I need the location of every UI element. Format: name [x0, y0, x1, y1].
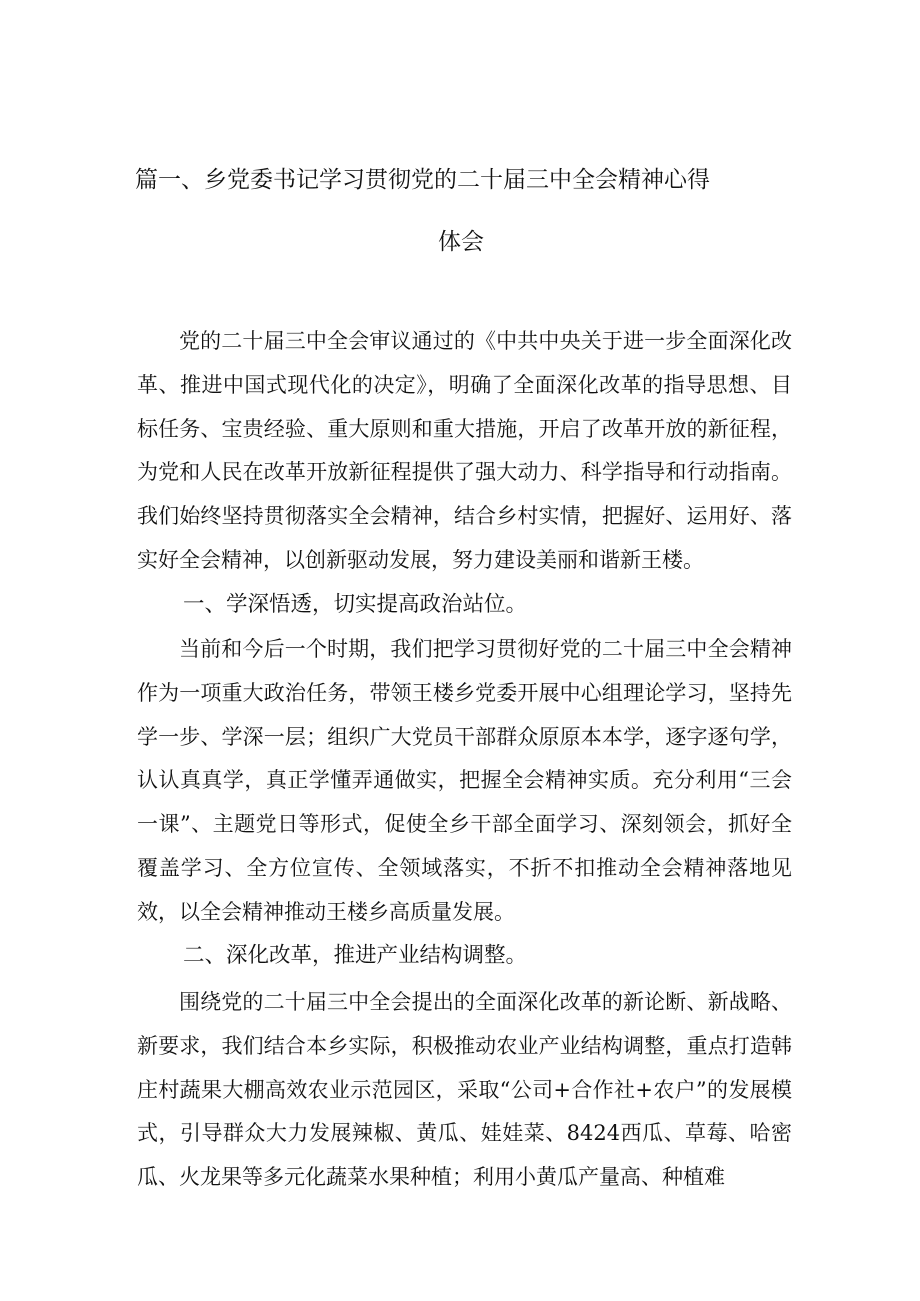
paragraph-section-1: 当前和今后一个时期，我们把学习贯彻好党的二十届三中全会精神作为一项重大政治任务，带领王楼乡党委开展中心组理论学习，坚持先学一步、学深一层；组织广大党员干部群众原原本本学，逐字逐句学，认认真真学，真正学懂弄通做实，把握全会精神实质。充分利用“三会一课”、主题党日等形式，促使全乡干部全面学习、深刻领会，抓好全覆盖学习、全方位宣传、全领域落实，不折不扣推动全会精神落地见效，以全会精神推动王楼乡高质量发展。 [137, 637, 792, 924]
document-title-line2: 体会 [438, 229, 484, 255]
section-heading-1: 一、学深悟透，切实提高政治站位。 [183, 592, 528, 617]
paragraph-intro: 党的二十届三中全会审议通过的《中共中央关于进一步全面深化改革、推进中国式现代化的决定》，明确了全面深化改革的指导思想、目标任务、宝贵经验、重大原则和重大措施，开启了改革开放的新征程，为党和人民在改革开放新征程提供了强大动力、科学指导和行动指南。我们始终坚持贯彻落实全会精神，结合乡村实情，把握好、运用好、落实好全会精神，以创新驱动发展，努力建设美丽和谐新王楼。 [137, 329, 792, 572]
paragraph-section-2: 围绕党的二十届三中全会提出的全面深化改革的新论断、新战略、新要求，我们结合本乡实际，积极推动农业产业结构调整，重点打造韩庄村蔬果大棚高效农业示范园区，采取“公司+合作社+农户”的发展模式，引导群众大力发展辣椒、黄瓜、娃娃菜、8424西瓜、草莓、哈密瓜、火龙果等多元化蔬菜水果种植；利用小黄瓜产量高、种植难 [137, 990, 792, 1190]
document-title-line1: 篇一、乡党委书记学习贯彻党的二十届三中全会精神心得 [135, 167, 710, 193]
section-heading-2: 二、深化改革，推进产业结构调整。 [183, 943, 528, 968]
